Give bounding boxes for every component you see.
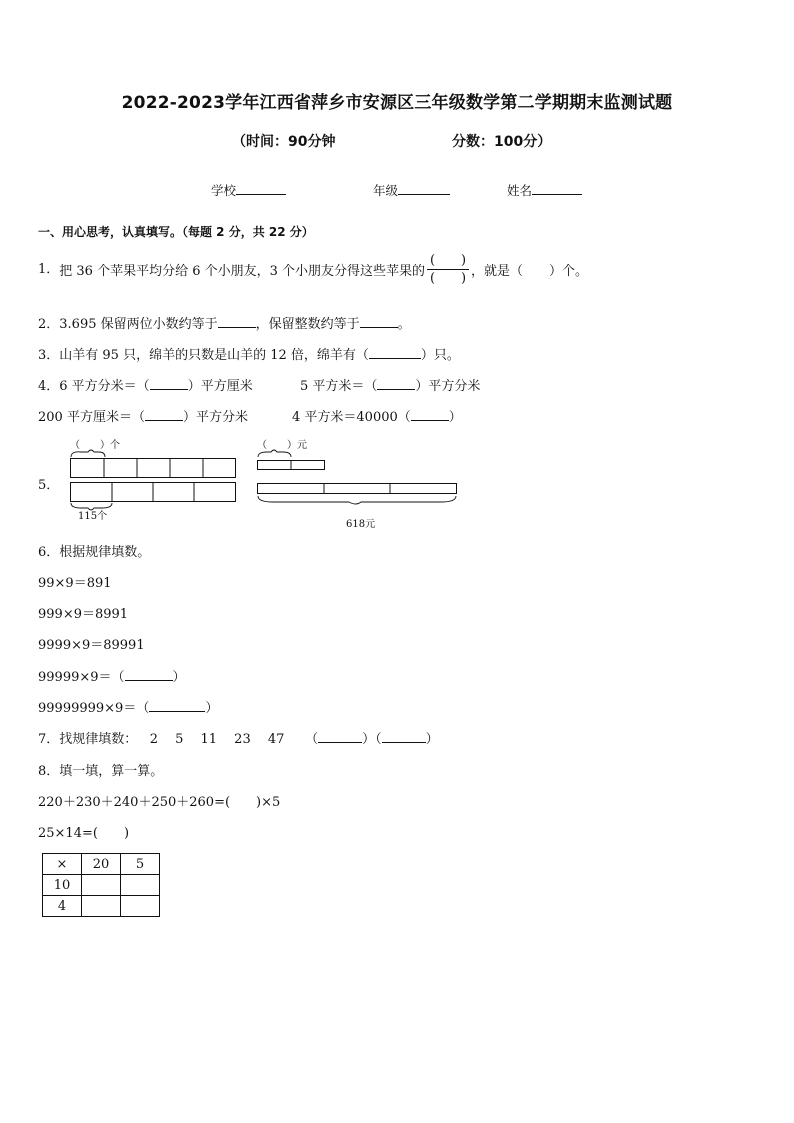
q6-number: 6．	[38, 545, 60, 560]
q3-blank[interactable]	[369, 346, 421, 359]
q6-row-2: 999×9＝8991	[38, 607, 129, 622]
q6-row-4	[38, 666, 186, 685]
section-heading: 一、用心思考，认真填写。（每题 2 分，共 22 分）	[38, 225, 314, 239]
school-field	[211, 181, 286, 199]
q5-right-diagram	[253, 446, 463, 518]
q5-number: 5．	[38, 478, 60, 493]
question-4-row-2	[38, 406, 248, 425]
table-col-header: 5	[121, 854, 160, 875]
table-cell[interactable]	[82, 896, 121, 917]
right-top-brace	[258, 450, 291, 457]
school-blank[interactable]	[236, 181, 286, 195]
q6-text: 根据规律填数。	[59, 545, 151, 560]
question-4-row-1	[38, 375, 253, 394]
q2-number: 2．	[38, 317, 60, 332]
q4-blank-b[interactable]	[377, 377, 415, 390]
q1-fraction	[427, 252, 469, 287]
question-6	[38, 541, 150, 560]
q7-blank-1[interactable]	[318, 730, 362, 743]
table-corner: ×	[43, 854, 82, 875]
q6-row-1: 99×9＝891	[38, 576, 112, 591]
question-8	[38, 760, 163, 779]
q2-blank-1[interactable]	[218, 315, 256, 328]
question-4-row-2b	[292, 406, 462, 425]
q4-b-unit: ）平方分米	[415, 379, 481, 394]
q8-text: 填一填，算一算。	[59, 764, 164, 779]
q6-row-5	[38, 697, 218, 716]
q6-row-4-close: ）	[172, 670, 186, 685]
q4-number: 4．	[38, 379, 60, 394]
table-cell[interactable]	[121, 896, 160, 917]
q7-number: 7．	[38, 732, 60, 747]
exam-score: 分数：100分）	[452, 134, 552, 150]
question-2	[38, 313, 411, 332]
question-1	[38, 252, 588, 287]
table-col-header: 20	[82, 854, 121, 875]
q5-left-bottom-label: 115个	[78, 511, 108, 522]
school-label: 学校	[211, 183, 237, 198]
question-7	[38, 728, 439, 747]
q4-a-unit: ）平方厘米	[187, 379, 253, 394]
q7-blank-2[interactable]	[382, 730, 426, 743]
q3-text-a: 山羊有 95 只，绵羊的只数是山羊的 12 倍，绵羊有（	[59, 348, 369, 363]
q3-number: 3．	[38, 348, 60, 363]
name-blank[interactable]	[532, 181, 582, 195]
table-row	[43, 896, 160, 917]
q2-blank-2[interactable]	[360, 315, 398, 328]
q7-text: 找规律填数：	[59, 732, 138, 747]
question-4-row-1b	[300, 375, 480, 394]
q5-left-top-label: （ ）个	[70, 440, 120, 451]
q3-text-b: ）只。	[420, 348, 460, 363]
q4-blank-d[interactable]	[411, 408, 449, 421]
question-3	[38, 344, 460, 363]
q6-row-5-close: ）	[205, 701, 219, 716]
q2-text-a: 3.695 保留两位小数约等于	[59, 317, 218, 332]
q8-equation-1: 220＋230＋240＋250＋260=( )×5	[38, 795, 281, 810]
q6-row-3: 9999×9＝89991	[38, 638, 145, 653]
q1-number: 1．	[38, 262, 60, 277]
q1-text-a: 把 36 个苹果平均分给 6 个小朋友，3 个小朋友分得这些苹果的	[59, 264, 426, 279]
table-row-header: 10	[43, 875, 82, 896]
multiplication-table	[42, 853, 160, 917]
exam-time: （时间：90分钟	[232, 134, 336, 150]
table-row	[43, 875, 160, 896]
q8-equation-2: 25×14=( )	[38, 826, 130, 841]
q4-d-text: 4 平方米＝40000（	[292, 410, 411, 425]
q4-a-text: 6 平方分米＝（	[59, 379, 150, 394]
q5-right-bottom-label: 618元	[346, 519, 376, 530]
grade-blank[interactable]	[398, 181, 450, 195]
q4-blank-c[interactable]	[145, 408, 183, 421]
q4-b-text: 5 平方米＝（	[300, 379, 378, 394]
q6-row-4-text: 99999×9＝（	[38, 670, 125, 685]
left-top-brace	[71, 450, 105, 457]
q1-frac-denominator[interactable]: ( )	[429, 271, 467, 286]
right-bottom-brace	[258, 496, 456, 504]
table-cell[interactable]	[121, 875, 160, 896]
q4-c-text: 200 平方厘米＝（	[38, 410, 145, 425]
q2-text-b: ，保留整数约等于	[255, 317, 360, 332]
q1-frac-numerator[interactable]: ( )	[429, 253, 467, 268]
name-field	[507, 181, 582, 199]
q4-d-unit: ）	[448, 410, 462, 425]
q4-c-unit: ）平方分米	[182, 410, 248, 425]
q7-sequence: 2 5 11 23 47	[149, 732, 285, 747]
q6-blank-2[interactable]	[149, 699, 205, 712]
q4-blank-a[interactable]	[150, 377, 188, 390]
q1-text-b: ，就是（ ）个。	[471, 264, 589, 279]
q2-text-c: 。	[397, 317, 411, 332]
q5-right-top-label: （ ）元	[257, 440, 307, 451]
table-row-header: 4	[43, 896, 82, 917]
table-cell[interactable]	[82, 875, 121, 896]
q6-row-5-text: 99999999×9＝（	[38, 701, 150, 716]
table-header-row	[43, 854, 160, 875]
q7-paren-mid: ）（	[362, 732, 382, 747]
name-label: 姓名	[507, 183, 533, 198]
q6-blank-1[interactable]	[125, 668, 173, 681]
page-title: 2022-2023学年江西省萍乡市安源区三年级数学第二学期期末监测试题	[121, 93, 673, 113]
grade-field	[373, 181, 450, 199]
q7-paren-open: （	[305, 732, 319, 747]
grade-label: 年级	[373, 183, 399, 198]
q7-paren-close: ）	[425, 732, 439, 747]
q8-number: 8．	[38, 764, 60, 779]
